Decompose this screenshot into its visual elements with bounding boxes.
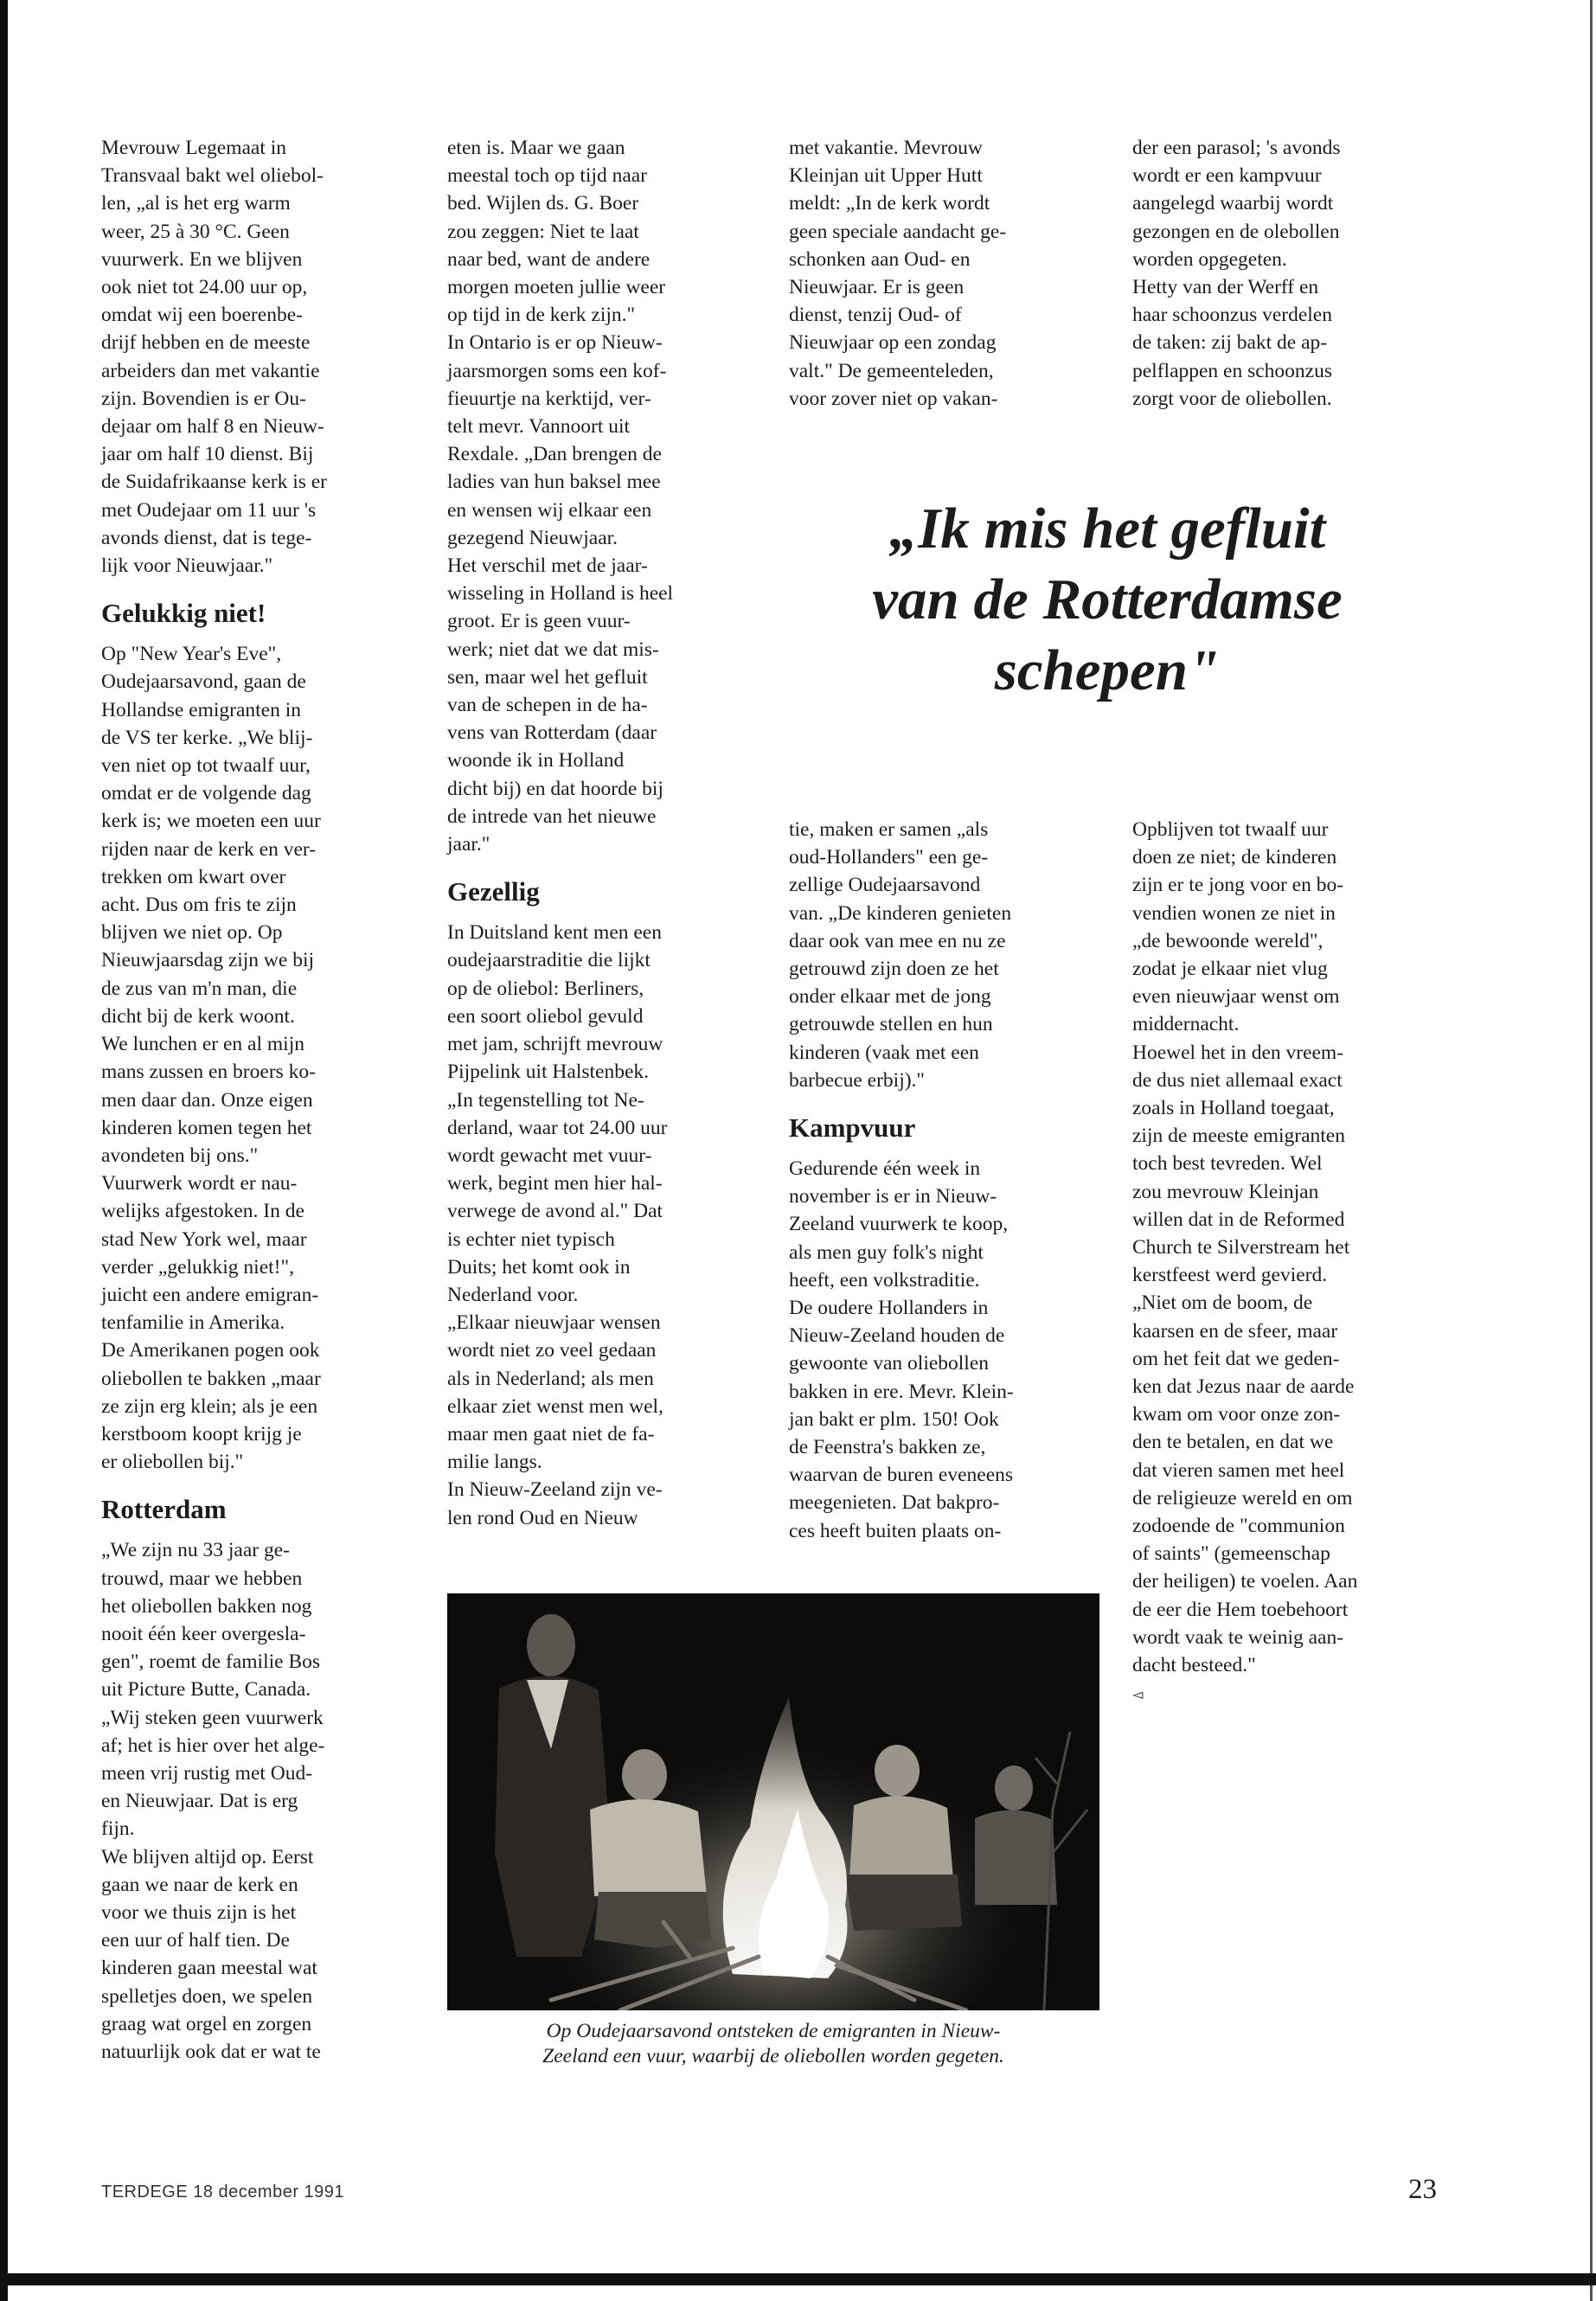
text-line: groot. Er is geen vuur- (447, 610, 631, 633)
text-line: verwege de avond al." Dat (447, 1200, 663, 1223)
col4-top-text (1132, 134, 1426, 413)
text-line: jaarsmorgen soms een kof- (447, 359, 667, 382)
text-line: de eer die Hem toebehoort (1132, 1598, 1349, 1621)
column-2 (447, 134, 741, 1532)
text-line: elkaar ziet wenst men wel, (447, 1394, 663, 1418)
text-line: worden opgegeten. (1132, 247, 1287, 271)
text-line: „de bewoonde wereld", (1132, 929, 1324, 952)
article-end-mark: ◅ (1132, 1688, 1144, 1703)
text-line: Oudejaarsavond, gaan de (101, 670, 306, 694)
column-4-bottom (1132, 816, 1426, 1710)
publication-footer: TERDEGE 18 december 1991 (101, 2182, 345, 2202)
text-line: even nieuwjaar wenst om (1132, 985, 1340, 1009)
text-line: kinderen (vaak met een (789, 1041, 979, 1064)
text-line: de VS ter kerke. „We blij- (101, 726, 313, 749)
text-line: een uur of half tien. De (101, 1929, 290, 1952)
text-line: zijn. Bovendien is er Ou- (101, 387, 306, 410)
column-3-bottom (789, 816, 1083, 1545)
text-line: heeft, een volkstraditie. (789, 1268, 980, 1292)
text-line: gezegend Nieuwjaar. (447, 526, 619, 549)
text-line: acht. Dus om fris te zijn (101, 894, 297, 917)
text-line: avondeten bij ons." (101, 1144, 259, 1167)
text-line: zijn de meeste emigranten (1132, 1125, 1345, 1148)
text-line: schepen" (994, 638, 1221, 702)
text-line: ces heeft buiten plaats on- (789, 1519, 1002, 1542)
text-line: ken dat Jezus naar de aarde (1132, 1375, 1355, 1399)
text-line: op tijd in de kerk zijn." (447, 304, 636, 327)
text-line: ze zijn erg klein; als je een (101, 1394, 318, 1418)
text-line: men daar dan. Onze eigen (101, 1088, 313, 1112)
text-line: „Ik mis het gefluit (888, 497, 1326, 561)
text-line: dat vieren samen met heel (1132, 1458, 1345, 1482)
text-line: als in Nederland; als men (447, 1367, 654, 1390)
text-line: len rond Oud en Nieuw (447, 1506, 638, 1529)
text-line: juicht een andere emigran- (101, 1283, 319, 1306)
text-line: Zeeland een vuur, waarbij de oliebollen worden gegeten. (542, 2045, 1004, 2067)
text-line: werk, begint men hier hal- (447, 1172, 663, 1195)
text-line: een soort oliebol gevuld (447, 1004, 644, 1028)
text-line: Pijpelink uit Halstenbek. (447, 1061, 650, 1084)
text-line: zorgt voor de oliebollen. (1132, 387, 1332, 410)
text-line: en Nieuwjaar. Dat is erg (101, 1790, 298, 1813)
scan-edge-left (0, 0, 8, 2301)
text-line: waarvan de buren eveneens (789, 1464, 1014, 1487)
text-line: dejaar om half 8 en Nieuw- (101, 415, 324, 439)
text-line: trouwd, maar we hebben (101, 1567, 303, 1590)
text-line: Rexdale. „Dan brengen de (447, 443, 662, 466)
text-line: meegenieten. Dat bakpro- (789, 1491, 1000, 1515)
text-line: „Wij steken geen vuurwerk (101, 1706, 324, 1729)
text-line: Op Oudejaarsavond ontsteken de emigranten in Nieuw- (546, 2020, 1001, 2042)
text-line: Op "New Year's Eve", (101, 643, 282, 666)
col3-top-text (789, 134, 1083, 413)
photo-caption (447, 2019, 1099, 2069)
text-line: kerk is; we moeten een uur (101, 810, 321, 833)
text-line: kerstboom koopt krijg je (101, 1422, 302, 1445)
text-line: Hetty van der Werff en (1132, 276, 1319, 299)
text-line: Nederland voor. (447, 1283, 579, 1306)
text-line: willen dat in de Reformed (1132, 1208, 1345, 1231)
text-line: sen, maar wel het gefluit (447, 665, 648, 689)
text-line: kinderen komen tegen het (101, 1116, 312, 1139)
text-line: en wensen wij elkaar een (447, 498, 652, 522)
text-line: haar schoonzus verdelen (1132, 304, 1332, 327)
text-line: om het feit dat we geden- (1132, 1347, 1340, 1370)
text-line: blijven we niet op. Op (101, 921, 283, 945)
text-line: natuurlijk ook dat er wat te (101, 2041, 321, 2063)
text-line: jaar." (447, 833, 490, 856)
text-line: uit Picture Butte, Canada. (101, 1678, 311, 1702)
text-line: den te betalen, en dat we (1132, 1431, 1334, 1454)
text-line: fieuurtje na kerktijd, ver- (447, 387, 651, 410)
text-line: kinderen gaan meestal wat (101, 1957, 317, 1980)
text-line: tenfamilie in Amerika. (101, 1311, 285, 1335)
text-line: werk; niet dat we dat mis- (447, 638, 659, 661)
text-line: er oliebollen bij." (101, 1451, 244, 1474)
text-line: We lunchen er en al mijn (101, 1033, 304, 1056)
column-1 (101, 134, 395, 2066)
text-line: „We zijn nu 33 jaar ge- (101, 1539, 290, 1562)
text-line: welijks afgestoken. In de (101, 1200, 304, 1223)
text-line: zellige Oudejaarsavond (789, 874, 981, 897)
text-line: wordt er een kampvuur (1132, 164, 1322, 188)
text-line: pelflappen en schoonzus (1132, 359, 1333, 382)
text-line: tie, maken er samen „als (789, 818, 989, 841)
text-line: ven niet op tot twaalf uur, (101, 754, 311, 778)
text-line: der heiligen) te voelen. Aan (1132, 1570, 1358, 1593)
text-line: de dus niet allemaal exact (1132, 1068, 1343, 1092)
col1-section-gelukkig (101, 640, 395, 1476)
text-line: lijk voor Nieuwjaar." (101, 554, 273, 578)
heading-rotterdam: Rotterdam (101, 1494, 227, 1525)
text-line: De oudere Hollanders in (789, 1297, 989, 1320)
text-line: ladies van hun baksel mee (447, 471, 661, 494)
pull-quote (826, 493, 1388, 706)
text-line: telt mevr. Vannoort uit (447, 415, 631, 439)
text-line: voor we thuis zijn is het (101, 1900, 297, 1924)
campfire-photo (447, 1593, 1099, 2010)
text-line: toch best tevreden. Wel (1132, 1152, 1323, 1176)
text-line: af; het is hier over het alge- (101, 1734, 325, 1757)
text-line: Opblijven tot twaalf uur (1132, 818, 1329, 841)
text-line: vens van Rotterdam (daar (447, 721, 657, 745)
text-line: zou zeggen: Niet te laat (447, 220, 639, 243)
text-line: de taken: zij bakt de ap- (1132, 331, 1328, 355)
text-line: de religieuze wereld en om (1132, 1486, 1353, 1509)
text-line: zou mevrouw Kleinjan (1132, 1180, 1319, 1203)
text-line: is echter niet typisch (447, 1227, 615, 1251)
text-line: zoals in Holland toegaat, (1132, 1097, 1335, 1120)
text-line: morgen moeten jullie weer (447, 276, 666, 299)
text-line: stad New York wel, maar (101, 1227, 307, 1251)
text-line: Church te Silverstream het (1132, 1236, 1350, 1259)
text-line: gewoonte van oliebollen (789, 1352, 990, 1375)
text-line: schonken aan Oud- en (789, 247, 971, 271)
text-line: kerstfeest werd gevierd. (1132, 1264, 1328, 1287)
text-line: „Elkaar nieuwjaar wensen (447, 1311, 661, 1335)
text-line: wordt gewacht met vuur- (447, 1144, 652, 1167)
heading-gezellig: Gezellig (447, 876, 540, 907)
text-line: onder elkaar met de jong (789, 985, 991, 1009)
text-line: bed. Wijlen ds. G. Boer (447, 192, 639, 215)
text-line: In Ontario is er op Nieuw- (447, 331, 663, 355)
text-line: van de Rotterdamse (872, 567, 1343, 631)
text-line: We blijven altijd op. Eerst (101, 1845, 314, 1868)
text-line: kaarsen en de sfeer, maar (1132, 1319, 1338, 1343)
text-line: getrouwd zijn doen ze het (789, 958, 999, 981)
text-line: milie langs. (447, 1451, 542, 1474)
text-line: het oliebollen bakken nog (101, 1594, 312, 1618)
text-line: valt." De gemeenteleden, (789, 359, 994, 382)
text-line: oliebollen te bakken „maar (101, 1367, 321, 1390)
text-line: jaar om half 10 dienst. Bij (101, 443, 314, 466)
text-line: Zeeland vuurwerk te koop, (789, 1213, 1009, 1236)
text-line: Mevrouw Legemaat in (101, 137, 287, 159)
text-line: getrouwde stellen en hun (789, 1013, 993, 1036)
text-line: nooit één keer overgesla- (101, 1622, 306, 1645)
text-line: middernacht. (1132, 1013, 1240, 1036)
text-line: ook niet tot 24.00 uur op, (101, 276, 308, 299)
text-line: gen", roemt de familie Bos (101, 1650, 321, 1674)
text-line: In Duitsland kent men een (447, 921, 662, 945)
text-line: vendien wonen ze niet in (1132, 901, 1336, 925)
text-line: op de oliebol: Berliners, (447, 977, 644, 1000)
text-line: rijden naar de kerk en ver- (101, 837, 317, 861)
text-line: spelletjes doen, we spelen (101, 1984, 313, 2008)
col3-section-kampvuur (789, 1155, 1083, 1545)
text-line: mans zussen en broers ko- (101, 1061, 316, 1084)
text-line: der een parasol; 's avonds (1132, 137, 1341, 159)
text-line: oud-Hollanders" een ge- (789, 846, 989, 869)
text-line: kwam om voor onze zon- (1132, 1403, 1341, 1426)
text-line: geen speciale aandacht ge- (789, 220, 1007, 243)
text-line: als men guy folk's night (789, 1240, 984, 1264)
text-line: len, „al is het erg warm (101, 192, 291, 215)
text-line: vuurwerk. En we blijven (101, 247, 303, 271)
text-line: verder „gelukkig niet!", (101, 1255, 294, 1279)
col2-section-gezellig (447, 919, 741, 1531)
text-line: omdat er de volgende dag (101, 782, 311, 805)
text-line: gezongen en de olebollen (1132, 220, 1340, 243)
text-line: van de schepen in de ha- (447, 694, 648, 717)
col3-bottom-text (789, 816, 1083, 1094)
text-line: Hoewel het in den vreem- (1132, 1041, 1344, 1064)
text-line: dicht bij) en dat hoorde bij (447, 777, 663, 800)
text-line: voor zover niet op vakan- (789, 387, 998, 410)
text-line: fijn. (101, 1817, 135, 1841)
text-line: zodat je elkaar niet vlug (1132, 958, 1328, 981)
text-line: derland, waar tot 24.00 uur (447, 1116, 668, 1139)
text-line: arbeiders dan met vakantie (101, 359, 320, 382)
text-line: In Nieuw-Zeeland zijn ve- (447, 1478, 663, 1502)
text-line: Nieuwjaarsdag zijn we bij (101, 949, 315, 972)
text-line: „In tegenstelling tot Ne- (447, 1088, 644, 1112)
text-line: dienst, tenzij Oud- of (789, 304, 962, 327)
text-line: maar men gaat niet de fa- (447, 1422, 655, 1445)
text-line: de zus van m'n man, die (101, 977, 298, 1000)
text-line: met jam, schrijft mevrouw (447, 1033, 663, 1056)
text-line: jan bakt er plm. 150! Ook (789, 1407, 999, 1431)
text-line: naar bed, want de andere (447, 247, 651, 271)
text-line: Gedurende één week in (789, 1157, 981, 1181)
text-line: wordt vaak te weinig aan- (1132, 1625, 1344, 1649)
page-number: 23 (1408, 2174, 1437, 2205)
col1-intro (101, 134, 395, 580)
col4-bottom-text (1132, 816, 1426, 1679)
text-line: oudejaarstraditie die lijkt (447, 949, 651, 972)
text-line: Duits; het komt ook in (447, 1255, 631, 1279)
heading-kampvuur: Kampvuur (789, 1112, 916, 1144)
text-line: meestal toch op tijd naar (447, 164, 648, 188)
text-line: Vuurwerk wordt er nau- (101, 1172, 298, 1195)
text-line: avonds dienst, dat is tege- (101, 526, 312, 549)
text-line: „Niet om de boom, de (1132, 1292, 1313, 1315)
text-line: weer, 25 à 30 °C. Geen (101, 220, 290, 243)
text-line: drijf hebben en de meeste (101, 331, 311, 355)
col1-section-rotterdam (101, 1536, 395, 2066)
text-line: Het verschil met de jaar- (447, 554, 648, 578)
text-line: zijn er te jong voor en bo- (1132, 874, 1344, 897)
text-line: bakken in ere. Mevr. Klein- (789, 1380, 1014, 1403)
text-line: de intrede van het nieuwe (447, 804, 657, 828)
text-line: barbecue erbij)." (789, 1068, 926, 1092)
text-line: wisseling in Holland is heel (447, 582, 674, 606)
text-line: omdat wij een boerenbe- (101, 304, 303, 327)
text-line: doen ze niet; de kinderen (1132, 846, 1337, 869)
text-line: meldt: „In de kerk wordt (789, 192, 990, 215)
text-line: dicht bij de kerk woont. (101, 1004, 295, 1028)
text-line: dacht besteed." (1132, 1654, 1256, 1677)
text-line: de Feenstra's bakken ze, (789, 1436, 986, 1459)
heading-gelukkig-niet: Gelukkig niet! (101, 598, 266, 629)
text-line: aangelegd waarbij wordt (1132, 192, 1334, 215)
text-line: november is er in Nieuw- (789, 1185, 997, 1208)
text-line: wordt niet zo veel gedaan (447, 1339, 657, 1362)
scan-edge-right (1590, 0, 1593, 2301)
text-line: Kleinjan uit Upper Hutt (789, 164, 983, 188)
text-line: Transvaal bakt wel oliebol- (101, 164, 324, 188)
text-line: van. „De kinderen genieten (789, 901, 1012, 925)
text-line: trekken om kwart over (101, 865, 286, 888)
scan-edge-bottom (0, 2273, 1596, 2285)
column-3-top (789, 134, 1083, 413)
column-4-top (1132, 134, 1426, 413)
text-line: met Oudejaar om 11 uur 's (101, 498, 317, 522)
text-line: Nieuw-Zeeland houden de (789, 1324, 1005, 1348)
text-line: of saints" (gemeenschap (1132, 1542, 1330, 1566)
text-line: met vakantie. Mevrouw (789, 137, 983, 159)
text-line: De Amerikanen pogen ook (101, 1339, 320, 1362)
text-line: de Suidafrikaanse kerk is er (101, 471, 328, 494)
col2-intro (447, 134, 741, 858)
text-line: Nieuwjaar op een zondag (789, 331, 997, 355)
text-line: eten is. Maar we gaan (447, 137, 625, 159)
text-line: gaan we naar de kerk en (101, 1873, 298, 1896)
text-line: daar ook van mee en nu ze (789, 929, 1006, 952)
text-line: woonde ik in Holland (447, 749, 625, 772)
text-line: zodoende de "communion (1132, 1515, 1345, 1538)
text-line: graag wat orgel en zorgen (101, 2012, 312, 2035)
text-line: Hollandse emigranten in (101, 698, 302, 721)
text-line: Nieuwjaar. Er is geen (789, 276, 965, 299)
text-line: meen vrij rustig met Oud- (101, 1761, 313, 1785)
